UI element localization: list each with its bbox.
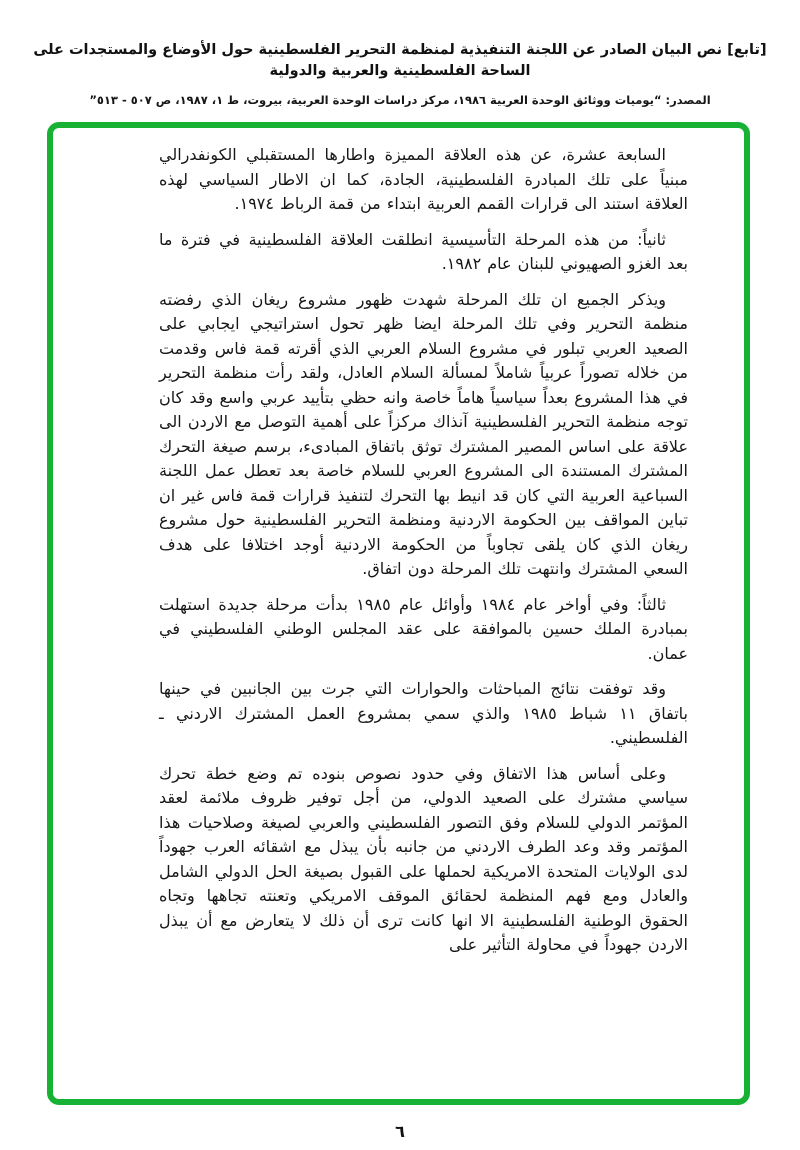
document-footer bbox=[0, 1122, 800, 1141]
paragraph-3: ويذكر الجميع ان تلك المرحلة شهدت ظهور مشروع ريغان الذي رفضته منظمة التحرير وفي تلك المرحلة ايضا ظهر تحول استراتيجي ايجابي على الصعيد العربي تبلور في مشروع السلام العربي الذي أقرته قمة فاس وقدمت من خلاله تصوراً عربياً شاملاً لمسألة السلام العادل، ولقد رأت منظمة التحرير في هذا المشروع بعداً سياسياً هاماً خاصة وانه حظي بتأييد عربي واسع وقد كان توجه منظمة التحرير الفلسطينية آنذاك مركزاً على أهمية التوصل مع الاردن الى علاقة على اساس المصير المشترك توثق باتفاق المبادىء، برسم صيغة التحرك المشترك المستندة الى المشروع العربي للسلام خاصة بعد تعطل عمل اللجنة السباعية العربية التي كان قد انيط بها التحرك لتنفيذ قرارات قمة فاس غير ان تباين المواقف بين الحكومة الاردنية ومنظمة التحرير الفلسطينية حول مشروع ريغان الذي كان يلقى تجاوباً من الحكومة الاردنية أوجد اختلافا على هدف السعي المشترك وانتهت تلك المرحلة دون اتفاق. bbox=[159, 289, 688, 579]
paragraph-4: ثالثاً: وفي أواخر عام ١٩٨٤ وأوائل عام ١٩٨٥ بدأت مرحلة جديدة استهلت بمبادرة الملك حسين بالموافقة على عقد المجلس الوطني الفلسطيني في عمان. bbox=[159, 594, 688, 663]
source-citation: المصدر: “يوميات ووثائق الوحدة العربية ١٩٨٦، مركز دراسات الوحدة العربية، بيروت، ط ١، ١٩٨٧، ص ٥٠٧ - ٥١٣” bbox=[89, 93, 711, 108]
document-header bbox=[0, 0, 800, 107]
paragraph-5: وقد توفقت نتائج المباحثات والحوارات التي جرت بين الجانبين في حينها باتفاق ١١ شباط ١٩٨٥ والذي سمي بمشروع العمل المشترك الاردني ـ الفلسطيني. bbox=[159, 679, 689, 748]
document-title: [تابع] نص البيان الصادر عن اللجنة التنفيذية لمنظمة التحرير الفلسطينية حول الأوضاع والمستجدات على الساحة الفلسطينية والعربية والدولية bbox=[33, 42, 767, 80]
highlight-border-box bbox=[47, 122, 750, 1105]
paragraph-6: وعلى أساس هذا الاتفاق وفي حدود نصوص بنوده تم وضع خطة تحرك سياسي مشترك على الصعيد الدولي، من أجل توفير ظروف ملائمة لعقد المؤتمر الدولي للسلام وفق التصور الفلسطيني والعربي لصيغة وصلاحيات هذا المؤتمر وقد وعد الطرف الاردني من جانبه بأن يبذل مع اشقائه العرب جهوداً لدى الولايات المتحدة الامريكية لحملها على القبول بصيغة الحل الدولي الشامل والعادل ومع فهم المنظمة لحقائق الموقف الامريكي وتعنته تجاهها وتجاه الحقوق الوطنية الفلسطينية الا انها كانت ترى أن ذلك لا يتعارض مع أن يبذل الاردن جهوداً في محاولة التأثير على bbox=[159, 763, 688, 955]
paragraph-2: ثانياً: من هذه المرحلة التأسيسية انطلقت العلاقة الفلسطينية في فترة ما بعد الغزو الصهيوني للبنان عام ١٩٨٢. bbox=[159, 229, 688, 274]
page-number: ٦ bbox=[395, 1122, 405, 1142]
paragraph-1: السابعة عشرة، عن هذه العلاقة المميزة واطارها المستقبلي الكونفدرالي مبنياً على تلك المبادرة الفلسطينية، الجادة، كما ان الاطار السياسي لهذه العلاقة استند الى قرارات القمم العربية ابتداء من قمة الرباط ١٩٧٤. bbox=[159, 145, 688, 214]
